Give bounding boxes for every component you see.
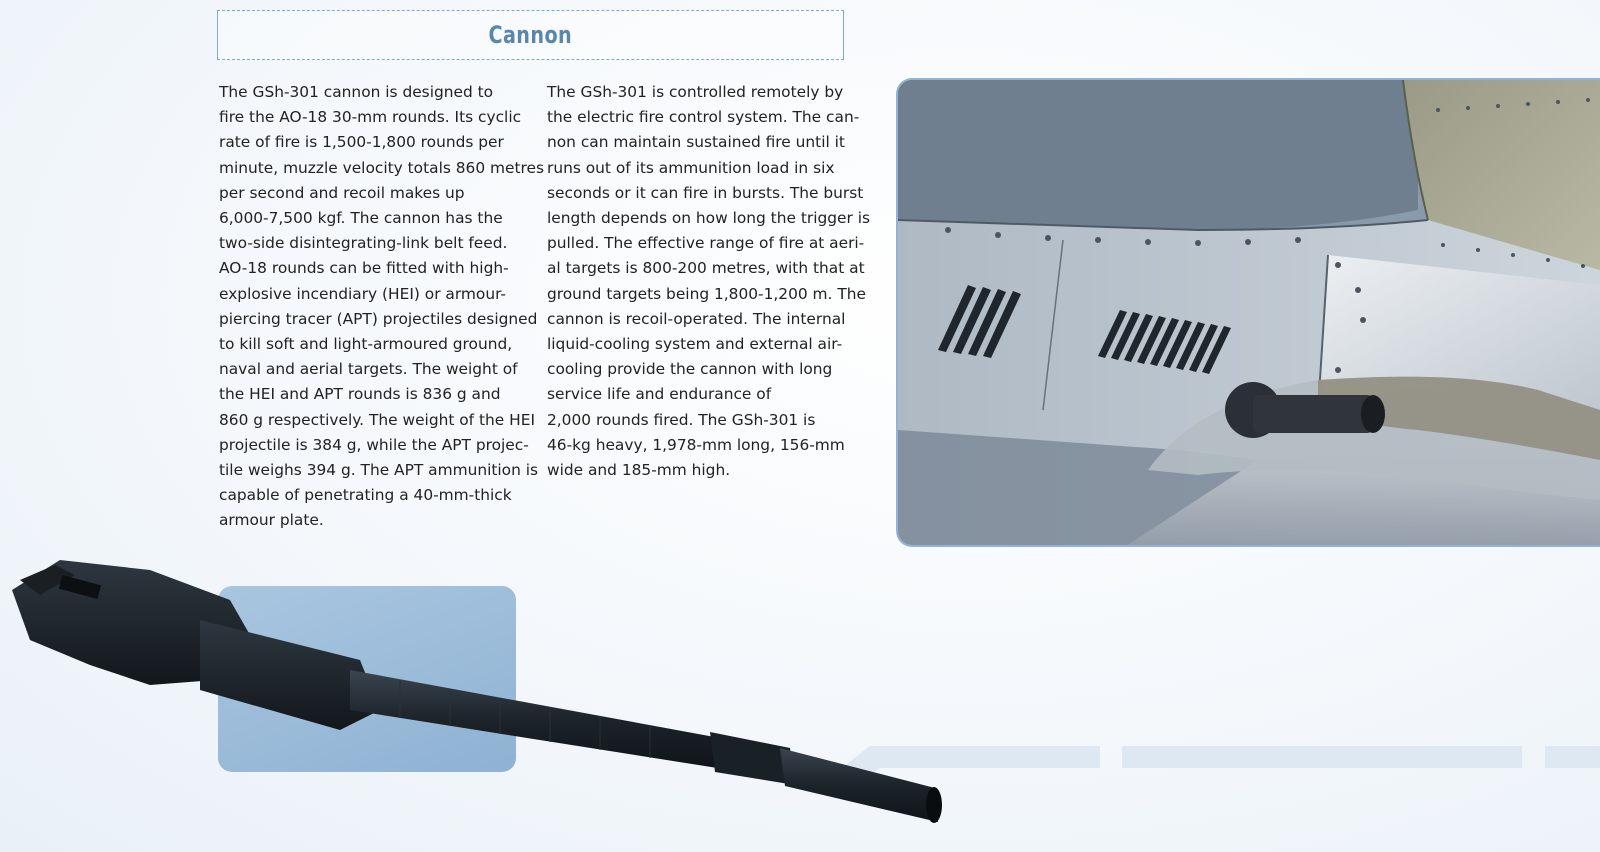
text-line: cooling provide the cannon with long [547,360,833,379]
text-line: fire the AO-18 30-mm rounds. Its cyclic [219,108,522,127]
text-line: tile weighs 394 g. The APT ammunition is [219,461,539,480]
cannon-photo [0,560,960,852]
text-column-left [219,80,544,534]
text-line: non can maintain sustained fire until it [547,133,845,152]
text-line: 6,000-7,500 kgf. The cannon has the [219,209,503,228]
text-line: length depends on how long the trigger is [547,209,870,228]
fuselage-photo [898,80,1600,545]
text-line: 46-kg heavy, 1,978-mm long, 156-mm [547,435,845,454]
section-title: Cannon [488,21,573,49]
text-line: the HEI and APT rounds is 836 g and [219,385,501,404]
text-line: ground targets being 1,800-1,200 m. The [547,284,866,303]
text-line: capable of penetrating a 40-mm-thick [219,486,512,505]
text-line: per second and recoil makes up [219,183,465,202]
text-line: cannon is recoil-operated. The internal [547,309,846,328]
text-line: rate of fire is 1,500-1,800 rounds per [219,133,504,152]
text-line: service life and endurance of [547,385,772,404]
text-line: two-side disintegrating-link belt feed. [219,234,508,253]
section-title-box [217,10,844,60]
text-line: the electric fire control system. The can- [547,108,860,127]
text-line: naval and aerial targets. The weight of [219,360,518,379]
text-line: projectile is 384 g, while the APT projec- [219,435,529,454]
text-line: AO-18 rounds can be fitted with high- [219,259,509,278]
text-column-right [547,80,870,483]
text-line: pulled. The effective range of fire at aeri- [547,234,865,253]
text-line: 860 g respectively. The weight of the HEI [219,410,535,429]
text-line: 2,000 rounds fired. The GSh-301 is [547,410,816,429]
text-line: explosive incendiary (HEI) or armour- [219,284,506,303]
text-line: The GSh-301 is controlled remotely by [547,83,844,101]
text-line: to kill soft and light-armoured ground, [219,335,513,354]
text-line: runs out of its ammunition load in six [547,158,835,177]
text-line: The GSh-301 cannon is designed to [219,83,494,101]
text-line: al targets is 800-200 metres, with that at [547,259,865,278]
text-line: liquid-cooling system and external air- [547,335,843,354]
text-line: wide and 185-mm high. [547,461,731,480]
text-line: seconds or it can fire in bursts. The burst [547,183,864,202]
text-line: armour plate. [219,511,324,530]
text-line: minute, muzzle velocity totals 860 metres [219,158,544,177]
text-line: piercing tracer (APT) projectiles designed [219,309,538,328]
